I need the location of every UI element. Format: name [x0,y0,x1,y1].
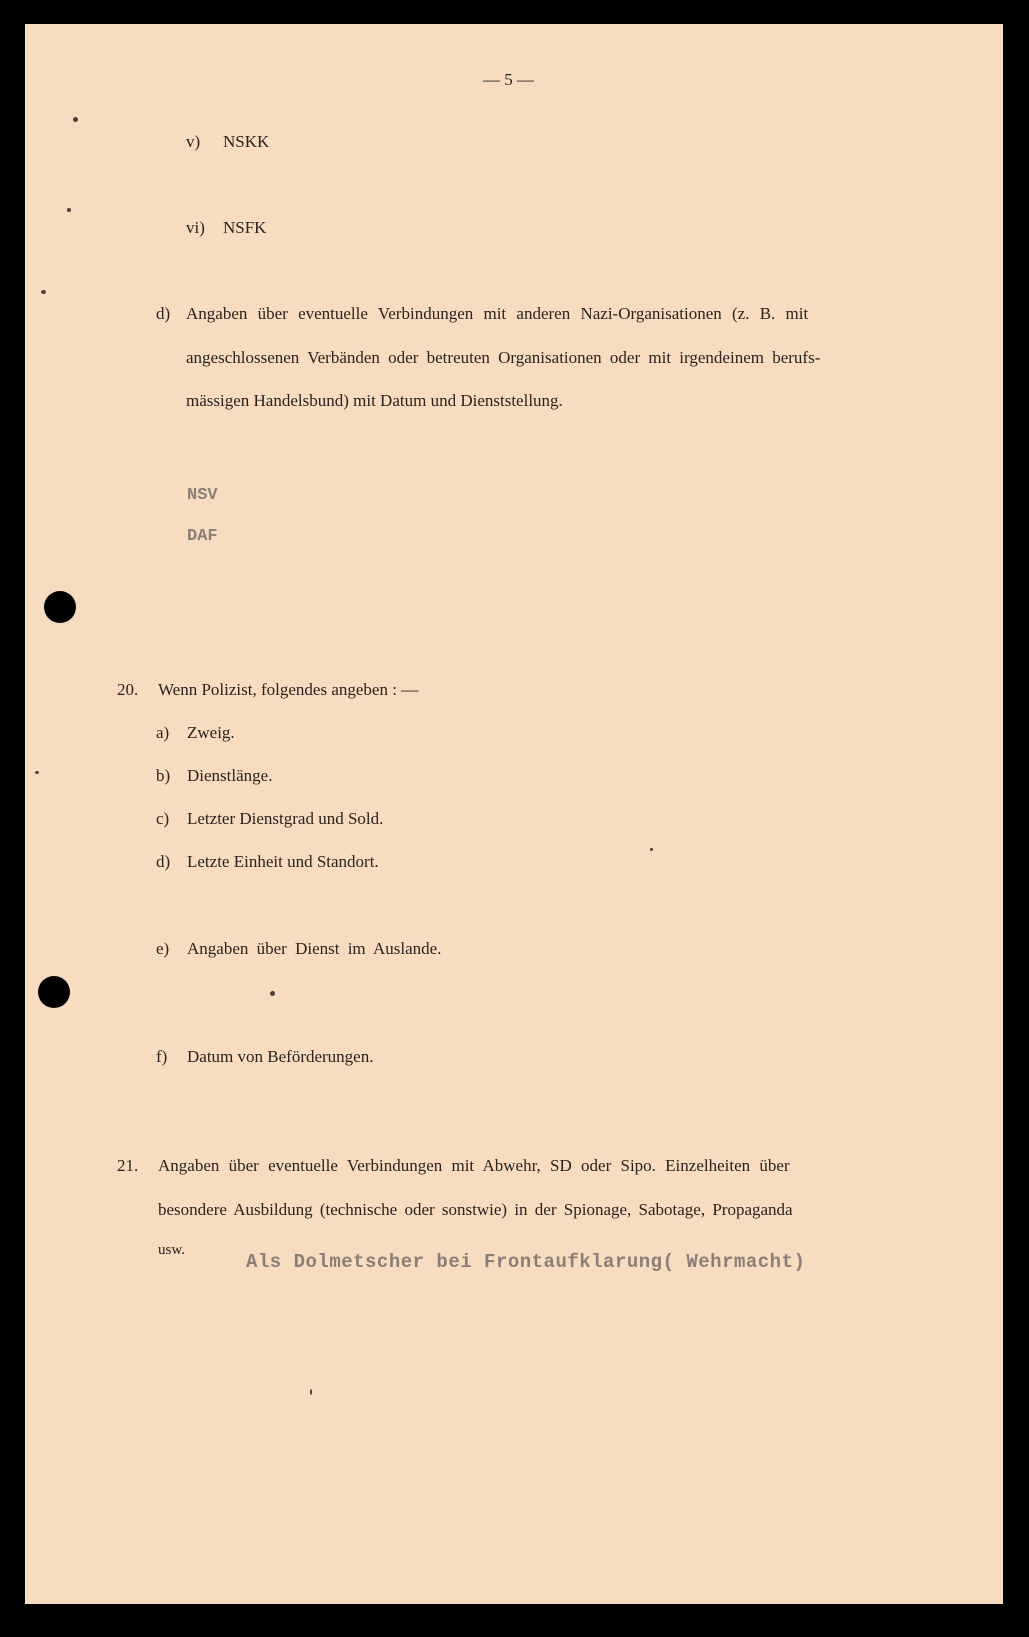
item-marker: f) [156,1047,168,1066]
item-text: Letzte Einheit und Standort. [187,852,379,871]
speck [35,771,39,774]
item-intro: Wenn Polizist, folgendes angeben : — [158,680,419,699]
page-number: — 5 — [483,70,534,89]
item-marker: v) [186,132,201,151]
speck [41,290,46,294]
punch-hole-upper [44,591,76,623]
item-text: NSFK [223,218,267,237]
item-marker: vi) [186,218,205,237]
item-number: 21. [117,1156,139,1175]
item-line: mässigen Handelsbund) mit Datum und Dienststellung. [186,391,563,410]
punch-hole-lower [38,976,70,1008]
item-line: usw. [158,1242,185,1258]
speck [270,991,275,996]
item-text: Datum von Beförderungen. [187,1047,374,1066]
item-marker: a) [156,723,170,742]
item-marker: d) [156,852,171,871]
item-number: 20. [117,680,139,699]
typed-answer: Als Dolmetscher bei Frontaufklarung( Wehrmacht) [246,1251,806,1273]
typed-answer: NSV [187,486,218,505]
speck [310,1389,312,1395]
item-marker: d) [156,304,171,323]
document-page [25,24,1003,1604]
item-text: Dienstlänge. [187,766,273,785]
item-line [186,304,901,324]
item-text: Letzter Dienstgrad und Sold. [187,809,384,828]
item-text: Zweig. [187,723,235,742]
item-marker: e) [156,939,170,958]
item-marker: b) [156,766,171,785]
item-text: NSKK [223,132,270,151]
speck [67,208,71,212]
speck [73,117,78,122]
item-text: Angaben über Dienst im Auslande. [187,939,442,958]
speck [650,848,653,851]
item-line-text: Angaben über eventuelle Verbindungen mit anderen Nazi-Organisationen (z. B. mit [186,304,809,323]
item-line: angeschlossenen Verbänden oder betreuten Organisationen oder mit irgendeinem berufs- [186,348,821,367]
item-line: besondere Ausbildung (technische oder sonstwie) in der Spionage, Sabotage, Propaganda [158,1200,793,1219]
item-marker: c) [156,809,170,828]
typed-answer: DAF [187,527,218,546]
item-line: Angaben über eventuelle Verbindungen mit Abwehr, SD oder Sipo. Einzelheiten über [158,1156,790,1175]
